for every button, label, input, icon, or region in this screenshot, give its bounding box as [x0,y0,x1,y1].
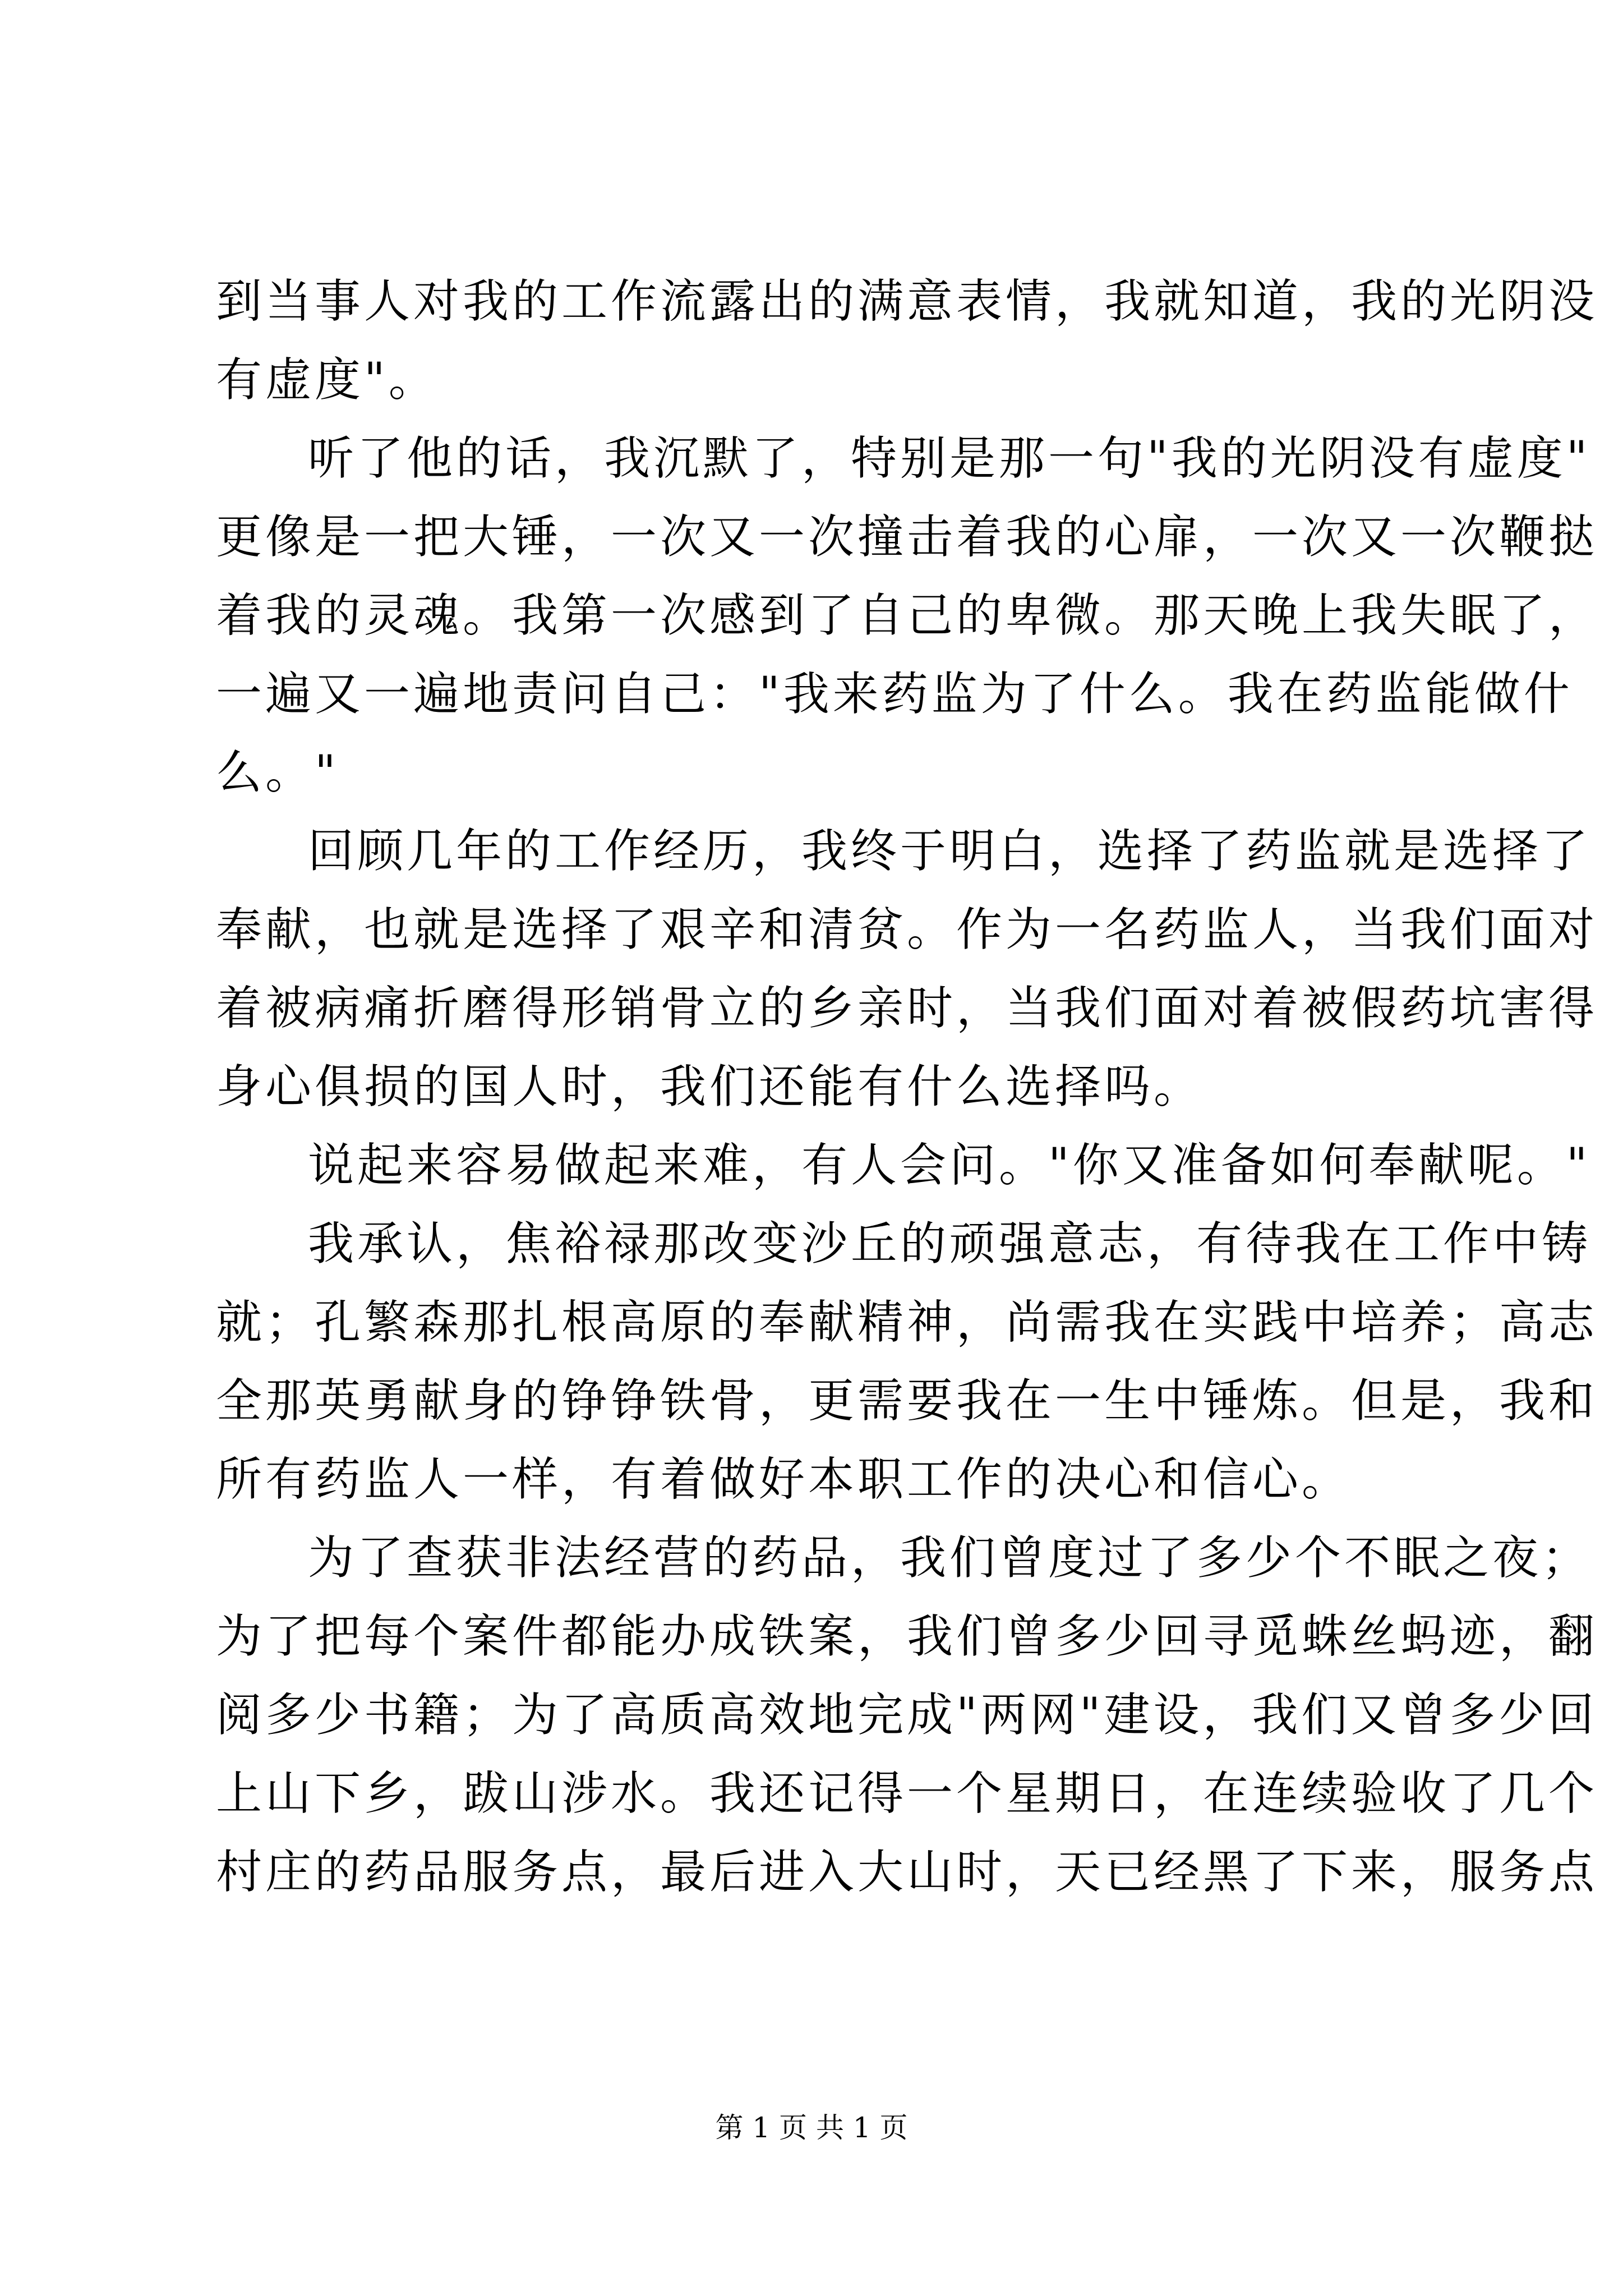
text-line: 么。" [216,746,339,799]
text-line: 说起来容易做起来难，有人会问。"你又准备如何奉献呢。" [308,1139,1591,1192]
text-line: 全那英勇献身的铮铮铁骨，更需要我在一生中锤炼。但是，我和 [216,1374,1598,1428]
text-line: 为了把每个案件都能办成铁案，我们曾多少回寻觅蛛丝蚂迹，翻 [216,1610,1598,1663]
text-line: 回顾几年的工作经历，我终于明白，选择了药监就是选择了 [308,825,1592,878]
text-line: 身心俱损的国人时，我们还能有什么选择吗。 [216,1060,1204,1114]
text-line: 到当事人对我的工作流露出的满意表情，我就知道，我的光阴没 [216,275,1598,328]
text-line: 着我的灵魂。我第一次感到了自己的卑微。那天晚上我失眠了， [216,589,1598,642]
text-line: 一遍又一遍地责问自己："我来药监为了什么。我在药监能做什 [216,668,1573,721]
text-line: 村庄的药品服务点，最后进入大山时，天已经黑了下来，服务点 [216,1846,1598,1899]
text-line: 听了他的话，我沉默了，特别是那一句"我的光阴没有虚度" [308,432,1591,485]
page-footer: 第 1 页 共 1 页 [715,2111,908,2144]
text-line: 更像是一把大锤，一次又一次撞击着我的心扉，一次又一次鞭挞 [216,510,1598,564]
text-line: 所有药监人一样，有着做好本职工作的决心和信心。 [216,1453,1352,1506]
text-line: 就；孔繁森那扎根高原的奉献精神，尚需我在实践中培养；高志 [216,1296,1598,1349]
text-line: 奉献，也就是选择了艰辛和清贫。作为一名药监人，当我们面对 [216,903,1598,956]
text-line: 有虚度"。 [216,353,438,407]
text-line: 阅多少书籍；为了高质高效地完成"两网"建设，我们又曾多少回 [216,1688,1598,1742]
text-line: 我承认，焦裕禄那改变沙丘的顽强意志，有待我在工作中铸 [308,1217,1592,1271]
text-line: 上山下乡，跋山涉水。我还记得一个星期日，在连续验收了几个 [216,1767,1598,1820]
text-line: 着被病痛折磨得形销骨立的乡亲时，当我们面对着被假药坑害得 [216,982,1598,1035]
text-line: 为了查获非法经营的药品，我们曾度过了多少个不眠之夜； [308,1531,1592,1585]
